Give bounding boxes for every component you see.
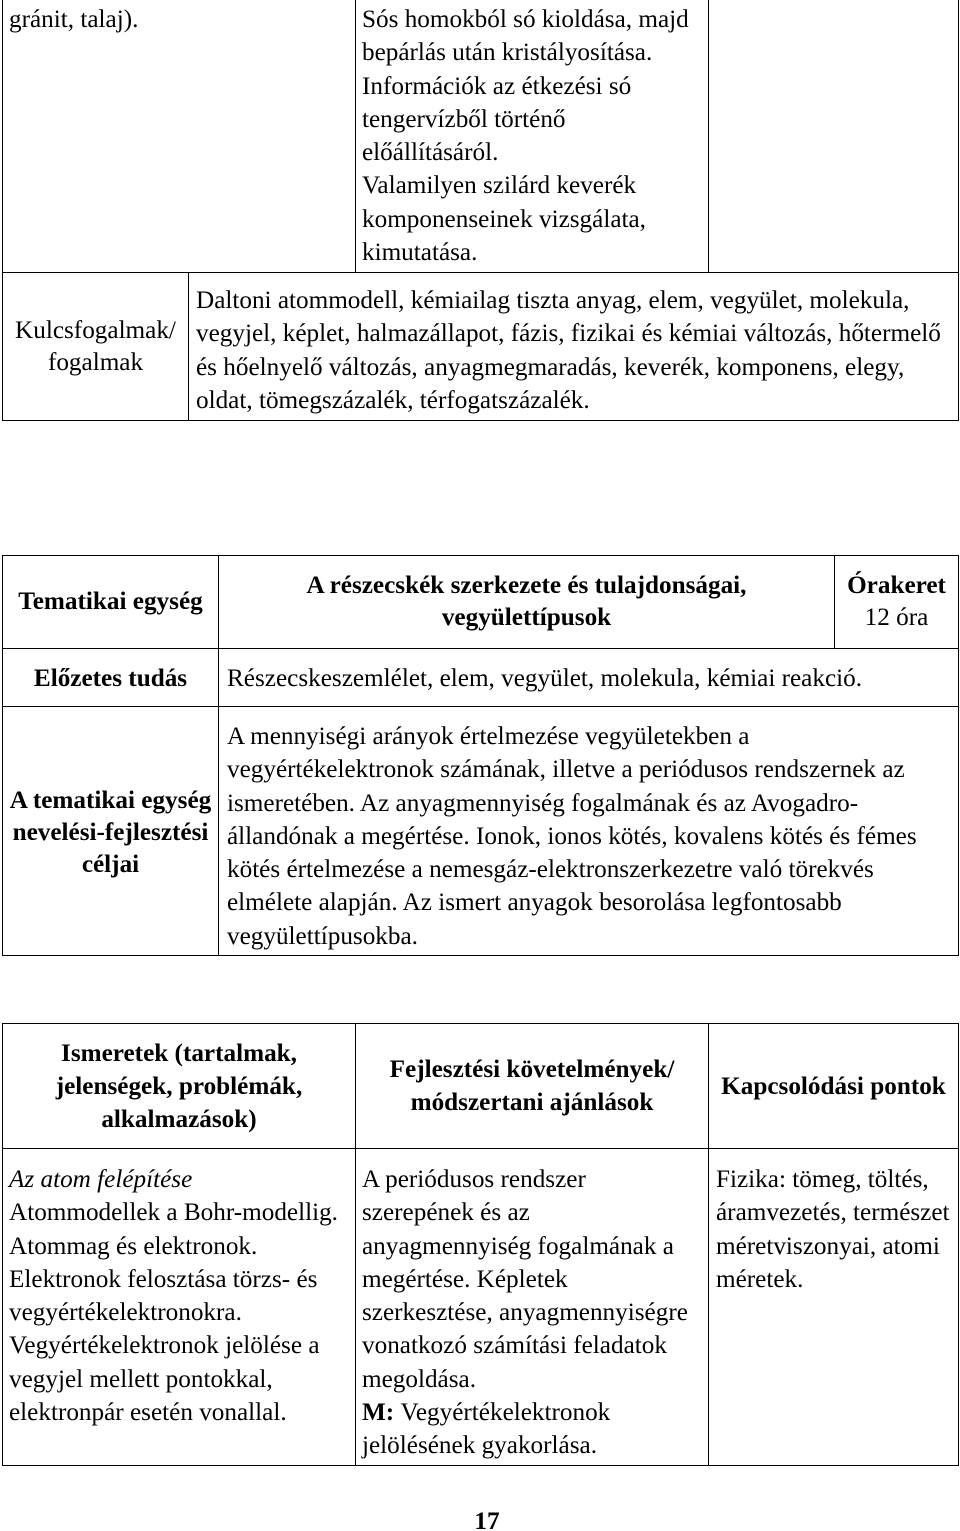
knowledge-header: jelenségek, problémák, [55,1072,303,1100]
topic-title: Az atom felépítése [9,1166,193,1193]
unit-title: A részecskék szerkezete és tulajdonságai, [306,572,747,599]
knowledge-cell [2,1148,356,1466]
connections-header: Kapcsolódási pontok [721,1072,946,1100]
goals-text-cell [218,706,959,956]
page-number: 17 [474,1508,500,1531]
text-line: komponenseinek vizsgálata, [362,205,646,233]
hours-label: Órakeret [847,572,946,599]
requirements-line: megértése. Képletek [362,1265,568,1293]
goals-line: A mennyiségi arányok értelmezése vegyületekben a [227,723,750,750]
key-concepts-label: Kulcsfogalmak/ [15,316,176,344]
knowledge-line: vegyjel mellett pontokkal, [9,1365,273,1393]
knowledge-line: Atommodellek a Bohr-modellig. [9,1199,338,1227]
requirements-header: módszertani ajánlások [410,1089,654,1116]
key-concepts-text-cell [188,272,959,421]
connections-line: méretek. [716,1265,804,1293]
hours-cell [834,555,959,649]
goals-line: ismeretében. Az anyagmennyiség fogalmának és az Avogadro- [227,789,859,817]
text-line: előállításáról. [362,139,499,167]
knowledge-header-cell [2,1023,356,1149]
key-concepts-line: oldat, tömegszázalék, térfogatszázalék. [196,386,590,414]
key-concepts-line: és hőelnyelő változás, anyagmegmaradás, keverék, komponens, elegy, [196,353,905,381]
requirements-line: A periódusos rendszer [362,1166,586,1193]
previous-connections-cell [708,0,959,273]
goals-line: vegyértékelektronok számának, illetve a periódusos rendszernek az [227,756,905,784]
goals-label: A tematikai egység [9,786,212,814]
method-text: Vegyértékelektronok [400,1399,611,1427]
unit-label-cell [2,555,219,649]
goals-label: céljai [81,850,140,878]
goals-line: elmélete alapján. Az ismert anyagok besorolása legfontosabb [227,889,842,917]
knowledge-line: Elektronok felosztása törzs- és [9,1265,318,1293]
requirements-header: Fejlesztési követelmények/ [389,1056,675,1083]
requirements-line: szerkesztése, anyagmennyiségre [362,1299,688,1327]
requirements-line: megoldása. [362,1365,477,1393]
text-line: kimutatása. [362,239,478,267]
key-concepts-line: vegyjel, képlet, halmazállapot, fázis, fizikai és kémiai változás, hőtermelő [196,320,941,348]
text-line: Valamilyen szilárd keverék [362,172,637,200]
connections-header-cell [708,1023,959,1149]
connections-line: méretviszonyai, atomi [716,1232,940,1260]
goals-line: kötés értelmezése a nemesgáz-elektronszerkezetre való törekvés [227,856,874,884]
text-line: tengervízből történő [362,105,566,133]
prior-knowledge-text-cell [218,648,959,707]
key-concepts-label-cell [2,272,189,421]
unit-label: Tematikai egység [18,588,203,615]
knowledge-header: alkalmazások) [101,1105,257,1133]
text-line: Sós homokból só kioldása, majd [362,6,689,33]
text-line: gránit, talaj). [9,6,139,33]
hours-value: 12 óra [864,604,929,631]
text-line: Információk az étkezési só [362,72,632,100]
prior-knowledge-label-cell [2,648,219,707]
prior-knowledge-label: Előzetes tudás [33,664,188,692]
goals-label: nevelési-fejlesztési [12,818,209,846]
method-line [362,1396,708,1429]
unit-title: vegyülettípusok [441,604,612,631]
method-label: M: [362,1399,395,1427]
previous-topic-cell [2,0,356,273]
connections-cell [708,1148,959,1466]
method-line: jelölésének gyakorlása. [362,1432,597,1460]
text-line: bepárlás után kristályosítása. [362,39,653,67]
requirements-line: anyagmennyiség fogalmának a [362,1232,674,1260]
previous-requirements-cell [355,0,709,273]
knowledge-line: Vegyértékelektronok jelölése a [9,1332,320,1360]
requirements-line: vonatkozó számítási feladatok [362,1332,667,1360]
connections-line: Fizika: tömeg, töltés, [716,1166,929,1193]
requirements-header-cell [355,1023,709,1149]
requirements-line: szerepének és az [362,1199,530,1227]
knowledge-header: Ismeretek (tartalmak, [61,1039,297,1067]
knowledge-line: elektronpár esetén vonallal. [9,1399,287,1427]
goals-line: állandónak a megértése. Ionok, ionos kötés, kovalens kötés és fémes [227,822,917,850]
requirements-cell [355,1148,709,1466]
knowledge-line: vegyértékelektronokra. [9,1299,242,1327]
key-concepts-label: fogalmak [47,348,144,376]
key-concepts-line: Daltoni atommodell, kémiailag tiszta anyag, elem, vegyület, molekula, [196,287,910,314]
unit-title-cell [218,555,835,649]
knowledge-line: Atommag és elektronok. [9,1232,258,1260]
prior-knowledge-text: Részecskeszemlélet, elem, vegyület, molekula, kémiai reakció. [227,664,863,692]
goals-line: vegyülettípusokba. [227,922,418,950]
connections-line: áramvezetés, természet [716,1199,950,1227]
goals-label-cell [2,706,219,956]
